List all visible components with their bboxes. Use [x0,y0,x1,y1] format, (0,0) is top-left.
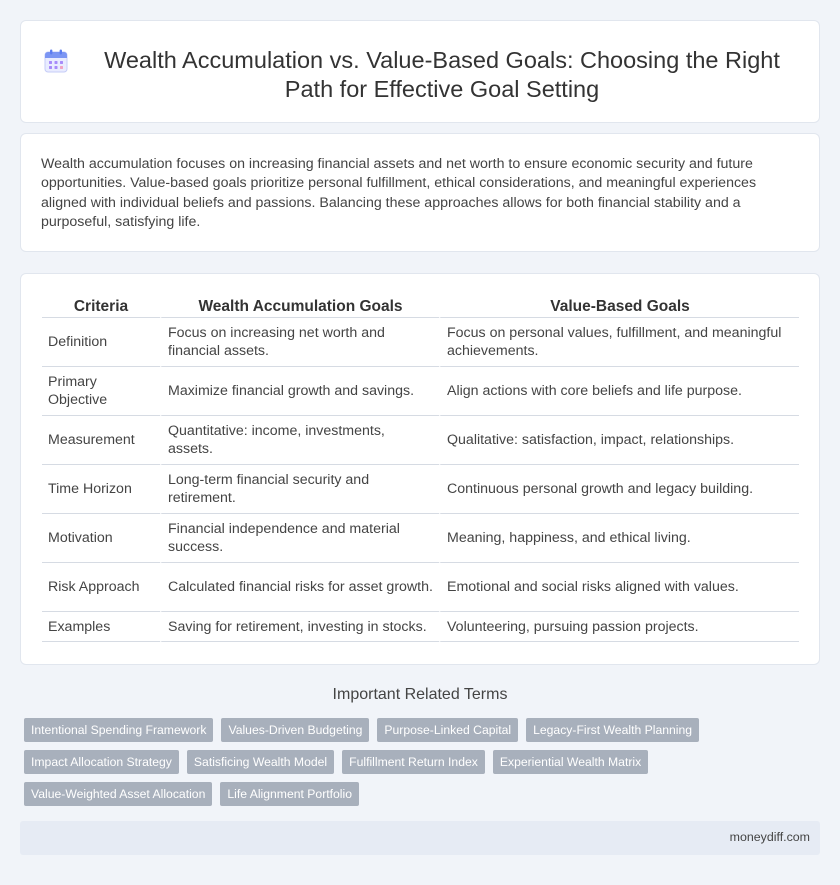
table-header-row [42,296,799,318]
calendar-icon [43,48,69,74]
row-criteria: Time Horizon [42,465,160,514]
related-term-tag[interactable]: Legacy-First Wealth Planning [526,718,699,742]
row-wealth-cell: Long-term financial security and retirement. [160,465,439,514]
related-term-tag[interactable]: Intentional Spending Framework [24,718,213,742]
row-wealth-cell: Saving for retirement, investing in stocks. [160,612,439,642]
related-term-tag[interactable]: Life Alignment Portfolio [220,782,359,806]
row-criteria: Primary Objective [42,367,160,416]
row-value-cell: Focus on personal values, fulfillment, and meaningful achievements. [439,318,799,367]
row-criteria: Measurement [42,416,160,465]
related-term-tag[interactable]: Satisficing Wealth Model [187,750,334,774]
row-value-cell: Meaning, happiness, and ethical living. [439,514,799,563]
row-criteria: Examples [42,612,160,642]
related-terms-list [24,718,824,814]
table-row [42,367,799,416]
related-term-tag[interactable]: Fulfillment Return Index [342,750,485,774]
table-row [42,514,799,563]
table-row [42,612,799,642]
row-wealth-cell: Calculated financial risks for asset growth. [160,563,439,612]
row-wealth-cell: Quantitative: income, investments, assets. [160,416,439,465]
header-value-based: Value-Based Goals [439,296,799,318]
table-row [42,563,799,612]
row-value-cell: Volunteering, pursuing passion projects. [439,612,799,642]
comparison-table [42,296,799,642]
row-wealth-cell: Maximize financial growth and savings. [160,367,439,416]
row-value-cell: Qualitative: satisfaction, impact, relationships. [439,416,799,465]
row-wealth-cell: Focus on increasing net worth and financial assets. [160,318,439,367]
row-value-cell: Align actions with core beliefs and life purpose. [439,367,799,416]
comparison-table-card [20,273,820,665]
row-wealth-cell: Financial independence and material success. [160,514,439,563]
footer-site-link[interactable]: moneydiff.com [729,830,810,844]
related-term-tag[interactable]: Purpose-Linked Capital [377,718,518,742]
row-value-cell: Emotional and social risks aligned with values. [439,563,799,612]
page-title: Wealth Accumulation vs. Value-Based Goals: Choosing the Right Path for Effective Goal Setting [104,47,780,102]
related-terms-heading: Important Related Terms [332,686,508,703]
row-criteria: Motivation [42,514,160,563]
row-value-cell: Continuous personal growth and legacy building. [439,465,799,514]
header-card [20,20,820,123]
related-term-tag[interactable]: Experiential Wealth Matrix [493,750,648,774]
related-term-tag[interactable]: Values-Driven Budgeting [221,718,369,742]
intro-card [20,133,820,252]
header-criteria: Criteria [42,296,160,318]
related-term-tag[interactable]: Impact Allocation Strategy [24,750,179,774]
related-term-tag[interactable]: Value-Weighted Asset Allocation [24,782,212,806]
row-criteria: Risk Approach [42,563,160,612]
footer [20,821,820,855]
table-row [42,465,799,514]
table-row [42,318,799,367]
intro-paragraph: Wealth accumulation focuses on increasing financial assets and net worth to ensure economic security and future opportunities. Value-based goals prioritize personal fulfillment, ethical considerations, and meaningful experiences aligned with individual beliefs and passions. Balancing these approaches allows for both financial stability and a purposeful, satisfying life. [41,156,757,231]
header-wealth-accumulation: Wealth Accumulation Goals [160,296,439,318]
table-row [42,416,799,465]
row-criteria: Definition [42,318,160,367]
